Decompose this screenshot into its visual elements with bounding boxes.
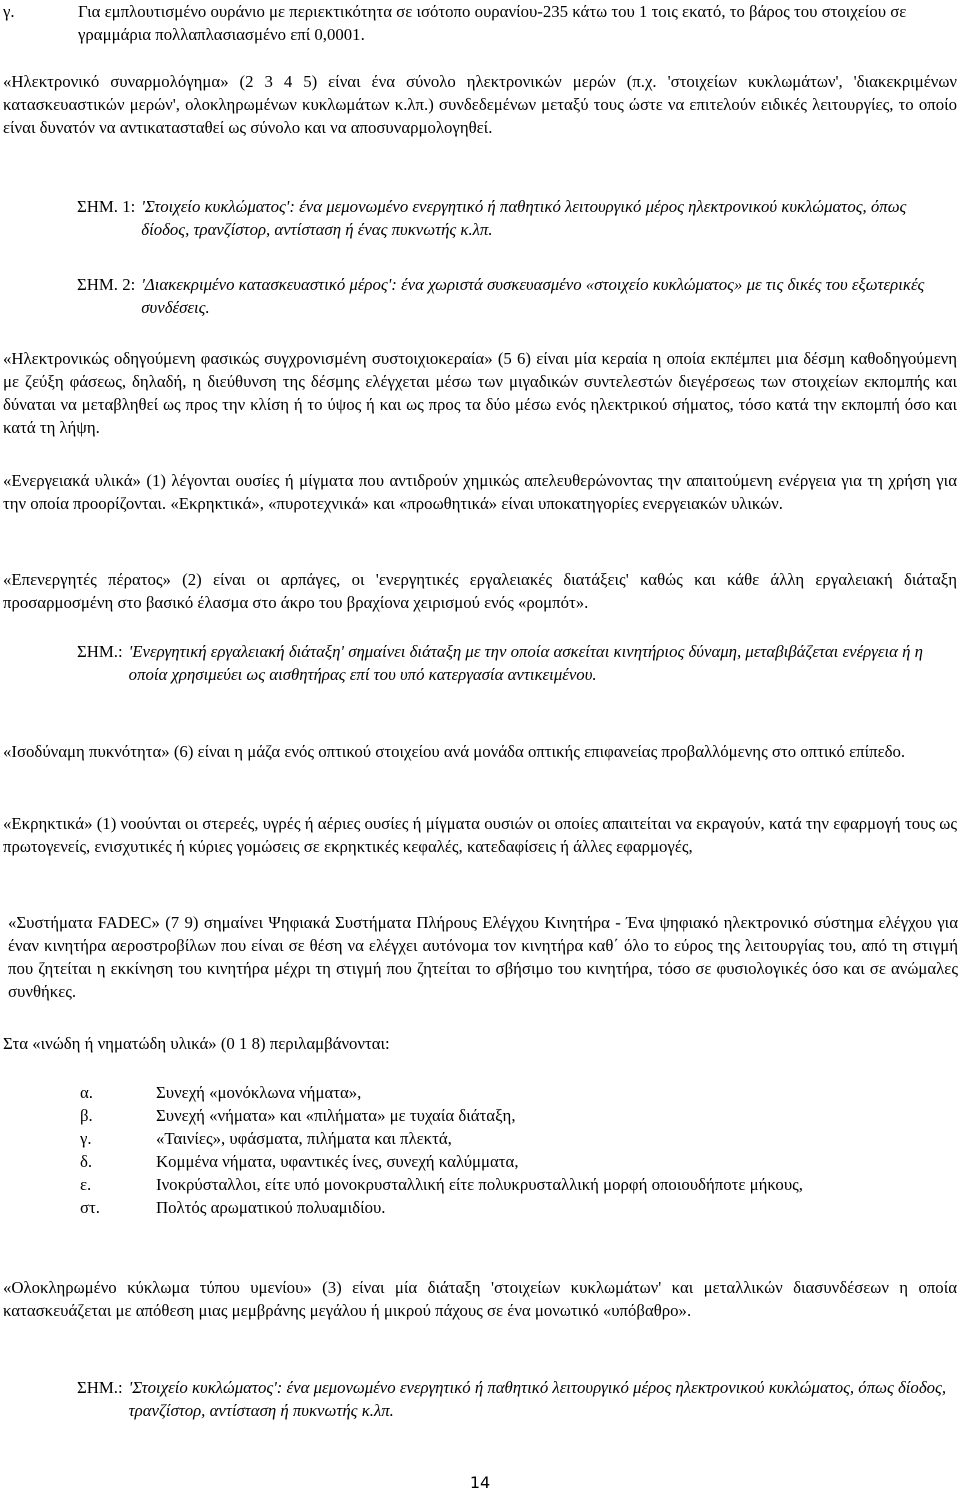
definition-film-integrated-circuit: «Ολοκληρωμένο κύκλωμα τύπου υμενίου» (3) είναι μία διάταξη 'στοιχείων κυκλωμάτων' και μεταλλικών διασυνδέσεων η οποία κατασκευάζεται με απόθεση μιας μεμβράνης μεγάλου ή μικρού πάχους σε ένα μονωτικό «υπόβαθρο». (3, 1278, 957, 1320)
list-item-text: «Ταινίες», υφάσματα, πιλήματα και πλεκτά, (156, 1129, 452, 1148)
note-label: ΣΗΜ.: (77, 1378, 123, 1397)
note-circuit-element (77, 195, 957, 241)
list-marker: β. (80, 1106, 93, 1125)
page-number: 14 (469, 1473, 491, 1492)
list-item (80, 1150, 910, 1173)
fibrous-materials-list (80, 1081, 910, 1219)
list-item (80, 1173, 910, 1196)
definition-energetic-materials: «Ενεργειακά υλικά» (1) λέγονται ουσίες ή μίγματα που αντιδρούν χημικώς απελευθερώνοντας την απαιτούμενη ενέργεια για τη χρήση για την οποία προορίζονται. «Εκρηκτικά», «πυροτεχνικά» και «προωθητικά» είναι υποκατηγορίες ενεργειακών υλικών. (3, 471, 957, 513)
list-marker: ε. (80, 1175, 92, 1194)
list-item (80, 1196, 910, 1219)
note-text: 'Στοιχείο κυκλώματος': ένα μεμονωμένο ενεργητικό ή παθητικό λειτουργικό μέρος ηλεκτρονικού κυκλώματος, όπως δίοδος, τρανζίστορ, αντίσταση ή πυκνωτής κ.λπ. (128, 1378, 947, 1420)
note-text: 'Στοιχείο κυκλώματος': ένα μεμονωμένο ενεργητικό ή παθητικό λειτουργικό μέρος ηλεκτρονικού κυκλώματος, όπως δίοδος, τρανζίστορ, αντίσταση ή ένας πυκνωτής κ.λπ. (141, 197, 907, 239)
definition-equivalent-density: «Ισοδύναμη πυκνότητα» (6) είναι η μάζα ενός οπτικού στοιχείου ανά μονάδα οπτικής επιφανείας προβαλλόμενης στο οπτικό επίπεδο. (3, 742, 906, 761)
list-item (80, 1104, 910, 1127)
note-active-tooling (77, 640, 957, 686)
list-item-text: Συνεχή «νήματα» και «πιλήματα» με τυχαία διάταξη, (156, 1106, 516, 1125)
definition-fadec-systems: «Συστήματα FADEC» (7 9) σημαίνει Ψηφιακά Συστήματα Πλήρους Ελέγχου Κινητήρα - Ένα ψηφιακό ηλεκτρονικό σύστημα ελέγχου για έναν κινητήρα αεροστροβίλων που είναι σε θέση να ελέγχει αυτόνομα τον κινητήρα καθ΄ όλο το εύρος της λειτουργίας του, από τη στιγμή που ζητείται η εκκίνηση του κινητήρα μέχρι τη στιγμή που ζητείται το σβήσιμο του κινητήρα, τόσο σε φυσιολογικές όσο και σε ανώμαλες συνθήκες. (8, 913, 958, 1001)
definition-phased-array-antenna: «Ηλεκτρονικώς οδηγούμενη φασικώς συγχρονισμένη συστοιχιοκεραία» (5 6) είναι μία κεραία η οποία εκπέμπει μια δέσμη καθοδηγούμενη με ζεύξη φάσεως, δηλαδή, η διεύθυνση της δέσμης ελέγχεται μέσω των μιγαδικών συντελεστών διεγέρσεως των στοιχείων εκπομπής και δύναται να μεταβληθεί ως προς την κλίση ή το ύψος ή και ως προς τα δύο μέσω ενός ηλεκτρικού σήματος, τόσο κατά την εκπομπή όσο και κατά τη λήψη. (3, 349, 957, 437)
list-marker: στ. (80, 1198, 100, 1217)
note-discrete-component (77, 273, 957, 319)
note-label: ΣΗΜ. 1: (77, 197, 136, 216)
list-marker: γ. (80, 1129, 92, 1148)
list-item-text: Για εμπλουτισμένο ουράνιο με περιεκτικότητα σε ισότοπο ουρανίου-235 κάτω του 1 τοις εκατό, το βάρος του στοιχείου σε γραμμάρια πολλαπλασιασμένο επί 0,0001. (78, 2, 907, 44)
list-item-text: Πολτός αρωματικού πολυαμιδίου. (156, 1198, 386, 1217)
definition-fibrous-materials-intro: Στα «ινώδη ή νηματώδη υλικά» (0 1 8) περιλαμβάνονται: (3, 1034, 390, 1053)
list-item (80, 1127, 910, 1150)
note-text: 'Διακεκριμένο κατασκευαστικό μέρος': ένα χωριστά συσκευασμένο «στοιχείο κυκλώματος» με τις δικές του εξωτερικές συνδέσεις. (141, 275, 925, 317)
list-item-gamma-uranium (3, 0, 957, 46)
list-item-text: Συνεχή «μονόκλωνα νήματα», (156, 1083, 362, 1102)
note-circuit-element-2 (77, 1376, 957, 1422)
list-marker: γ. (3, 2, 15, 21)
definition-explosives: «Εκρηκτικά» (1) νοούνται οι στερεές, υγρές ή αέριες ουσίες ή μίγματα ουσιών οι οποίες απαιτείται να εκραγούν, κατά την εφαρμογή τους ως πρωτογενείς, ενισχυτικές ή κύριες γομώσεις σε εκρηκτικές κεφαλές, κατεδαφίσεις ή άλλες εφαρμογές, (3, 814, 957, 856)
list-item-text: Ινοκρύσταλλοι, είτε υπό μονοκρυσταλλική είτε πολυκρυσταλλική μορφή οποιουδήποτε μήκους, (156, 1175, 803, 1194)
list-item-text: Κομμένα νήματα, υφαντικές ίνες, συνεχή καλύμματα, (156, 1152, 519, 1171)
list-marker: α. (80, 1083, 93, 1102)
note-text: 'Ενεργητική εργαλειακή διάταξη' σημαίνει διάταξη με την οποία ασκείται κινητήριος δύναμη, μεταβιβάζεται ενέργεια ή η οποία χρησιμεύει ως αισθητήρας επί του υπό κατεργασία αντικειμένου. (128, 642, 923, 684)
list-item (80, 1081, 910, 1104)
note-label: ΣΗΜ.: (77, 642, 123, 661)
definition-end-effectors: «Επενεργητές πέρατος» (2) είναι οι αρπάγες, οι 'ενεργητικές εργαλειακές διατάξεις' καθώς και κάθε άλλη εργαλειακή διάταξη προσαρμοσμένη στο βασικό έλασμα στο άκρο του βραχίονα χειρισμού ενός «ρομπότ». (3, 570, 957, 612)
note-label: ΣΗΜ. 2: (77, 275, 136, 294)
definition-electronic-assembly: «Ηλεκτρονικό συναρμολόγημα» (2 3 4 5) είναι ένα σύνολο ηλεκτρονικών μερών (π.χ. 'στοιχείων κυκλωμάτων', 'διακεκριμένων κατασκευαστικών μερών', ολοκληρωμένων κυκλωμάτων κ.λπ.) συνδεδεμένων μεταξύ τους ώστε να επιτελούν ειδικές λειτουργίες, το οποίο είναι δυνατόν να αντικατασταθεί ως σύνολο και να αποσυναρμολογηθεί. (3, 72, 957, 137)
list-marker: δ. (80, 1152, 93, 1171)
